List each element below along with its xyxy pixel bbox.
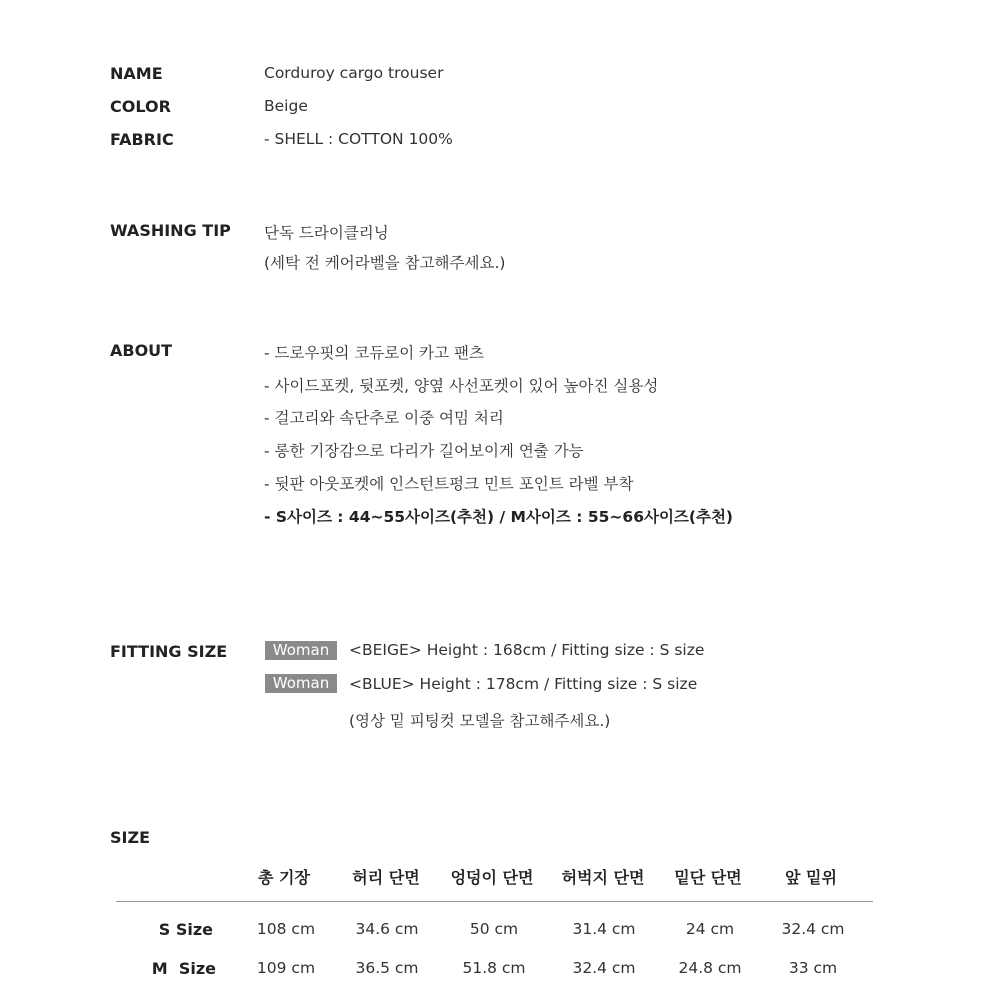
header-hem: 밑단 단면 — [674, 868, 742, 887]
s-hip: 50 cm — [469, 920, 519, 938]
m-hip: 51.8 cm — [462, 959, 526, 977]
s-hem: 24 cm — [685, 920, 735, 938]
m-total-length: 109 cm — [256, 959, 316, 977]
color-value: Beige — [264, 97, 308, 115]
washing-line-2: (세탁 전 케어라벨을 참고해주세요.) — [264, 254, 506, 272]
header-thigh: 허벅지 단면 — [561, 868, 645, 887]
fitting-row-beige: <BEIGE> Height : 168cm / Fitting size : S size — [349, 641, 705, 659]
about-line-2: - 사이드포켓, 뒷포켓, 양옆 사선포켓이 있어 높아진 실용성 — [264, 377, 659, 395]
fitting-label: FITTING SIZE — [110, 642, 228, 661]
fabric-label: FABRIC — [110, 130, 174, 149]
name-value: Corduroy cargo trouser — [264, 64, 444, 82]
m-hem: 24.8 cm — [678, 959, 742, 977]
fitting-note: (영상 밑 피팅컷 모델을 참고해주세요.) — [349, 712, 611, 730]
s-waist: 34.6 cm — [355, 920, 419, 938]
header-waist: 허리 단면 — [352, 868, 420, 887]
about-line-1: - 드로우핏의 코듀로이 카고 팬츠 — [264, 344, 484, 362]
color-label: COLOR — [110, 97, 171, 116]
washing-label: WASHING TIP — [110, 221, 231, 240]
woman-badge-1: Woman — [265, 641, 337, 660]
header-total-length: 총 기장 — [258, 868, 310, 887]
fabric-value: - SHELL : COTTON 100% — [264, 130, 453, 148]
table-divider — [116, 901, 873, 902]
about-line-5: - 뒷판 아웃포켓에 인스턴트펑크 민트 포인트 라벨 부착 — [264, 475, 634, 493]
fitting-row-blue: <BLUE> Height : 178cm / Fitting size : S size — [349, 675, 698, 693]
name-label: NAME — [110, 64, 163, 83]
about-line-3: - 걸고리와 속단추로 이중 여밈 처리 — [264, 409, 504, 427]
m-thigh: 32.4 cm — [572, 959, 636, 977]
about-label: ABOUT — [110, 341, 173, 360]
header-front-rise: 앞 밑위 — [785, 868, 837, 887]
size-label: SIZE — [110, 828, 151, 847]
row-label-s: S Size — [158, 920, 213, 939]
m-front-rise: 33 cm — [788, 959, 838, 977]
about-line-4: - 롱한 기장감으로 다리가 길어보이게 연출 가능 — [264, 442, 584, 460]
washing-line-1: 단독 드라이클리닝 — [264, 224, 389, 242]
s-thigh: 31.4 cm — [572, 920, 636, 938]
s-front-rise: 32.4 cm — [781, 920, 845, 938]
about-size-recommendation: - S사이즈 : 44~55사이즈(추천) / M사이즈 : 55~66사이즈(추천) — [264, 508, 734, 526]
s-total-length: 108 cm — [256, 920, 316, 938]
row-label-m: M Size — [151, 959, 216, 978]
header-hip: 엉덩이 단면 — [450, 868, 534, 887]
woman-badge-2: Woman — [265, 674, 337, 693]
m-waist: 36.5 cm — [355, 959, 419, 977]
